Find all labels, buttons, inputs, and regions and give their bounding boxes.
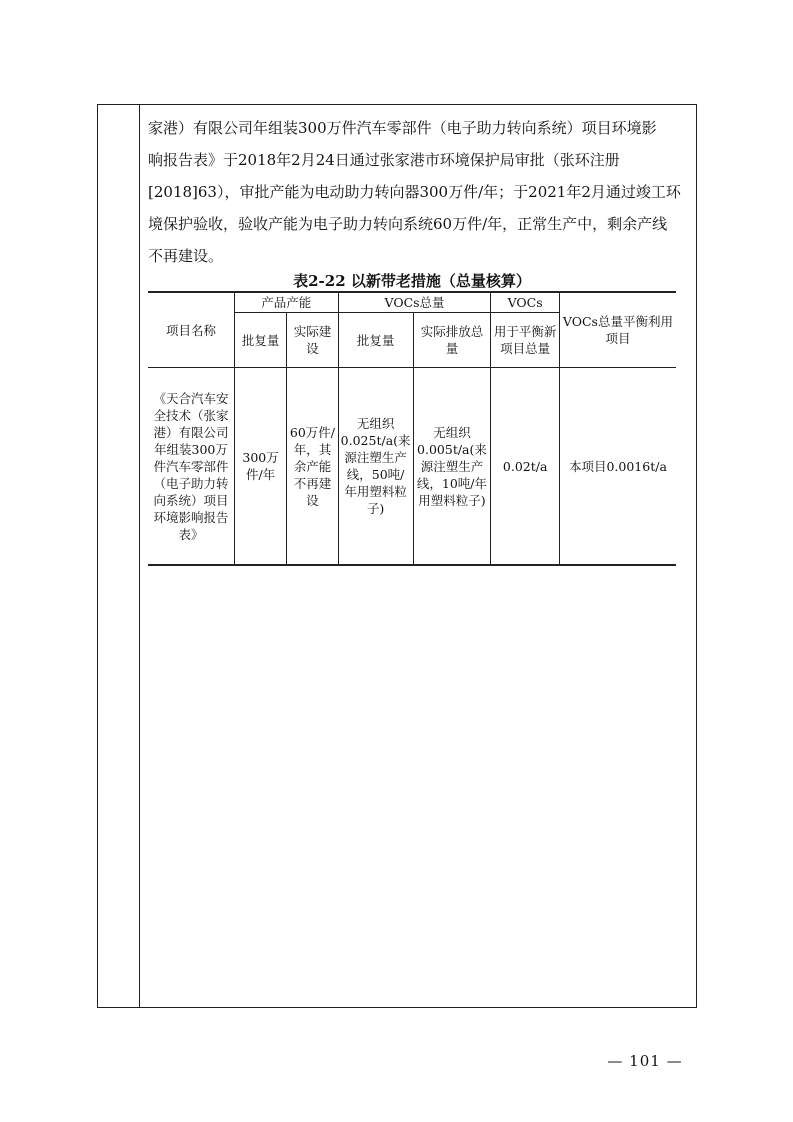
paragraph-line: 家港）有限公司年组装300万件汽车零部件（电子助力转向系统）项目环境影 — [148, 119, 657, 137]
frame-divider — [139, 104, 140, 1008]
table-row — [148, 368, 676, 566]
header-vocs-balance-project: VOCs总量平衡利用项目 — [559, 292, 676, 368]
body-paragraph — [148, 112, 688, 272]
cell-vocs-balance-project: 本项目0.0016t/a — [559, 368, 676, 566]
page-number: — 101 — — [607, 1052, 683, 1070]
measures-table — [148, 291, 676, 566]
cell-actual-construction: 60万件/年，其余产能不再建设 — [287, 368, 338, 566]
paragraph-line: 境保护验收，验收产能为电子助力转向系统60万件/年，正常生产中，剩余产线 — [148, 215, 668, 233]
header-vocs-approved: 批复量 — [338, 313, 413, 368]
header-vocs-total-group: VOCs总量 — [338, 292, 491, 313]
cell-vocs-actual-emission: 无组织0.005t/a(来源注塑生产线，10吨/年用塑料粒子) — [413, 368, 491, 566]
paragraph-line: 响报告表》于2018年2月24日通过张家港市环境保护局审批（张环注册 — [148, 151, 620, 169]
header-vocs-group: VOCs — [491, 292, 559, 313]
cell-approved-capacity: 300万件/年 — [234, 368, 286, 566]
header-approved-capacity: 批复量 — [234, 313, 286, 368]
cell-project-name: 《天合汽车安全技术（张家港）有限公司年组装300万件汽车零部件（电子助力转向系统）项目环境影响报告表》 — [148, 368, 234, 566]
table-title: 表2-22 以新带老措施（总量核算） — [293, 272, 531, 290]
paragraph-line: [2018]63），审批产能为电动助力转向器300万件/年；于2021年2月通过竣工环 — [148, 183, 681, 201]
header-project-name: 项目名称 — [148, 292, 234, 368]
header-vocs-actual-emission: 实际排放总量 — [413, 313, 491, 368]
header-vocs-for-new-project: 用于平衡新项目总量 — [491, 313, 559, 368]
header-actual-construction: 实际建设 — [287, 313, 338, 368]
header-capacity-group: 产品产能 — [234, 292, 338, 313]
cell-vocs-approved: 无组织0.025t/a(来源注塑生产线，50吨/年用塑料粒子) — [338, 368, 413, 566]
paragraph-line: 不再建设。 — [148, 247, 224, 265]
cell-vocs-for-new-project: 0.02t/a — [491, 368, 559, 566]
